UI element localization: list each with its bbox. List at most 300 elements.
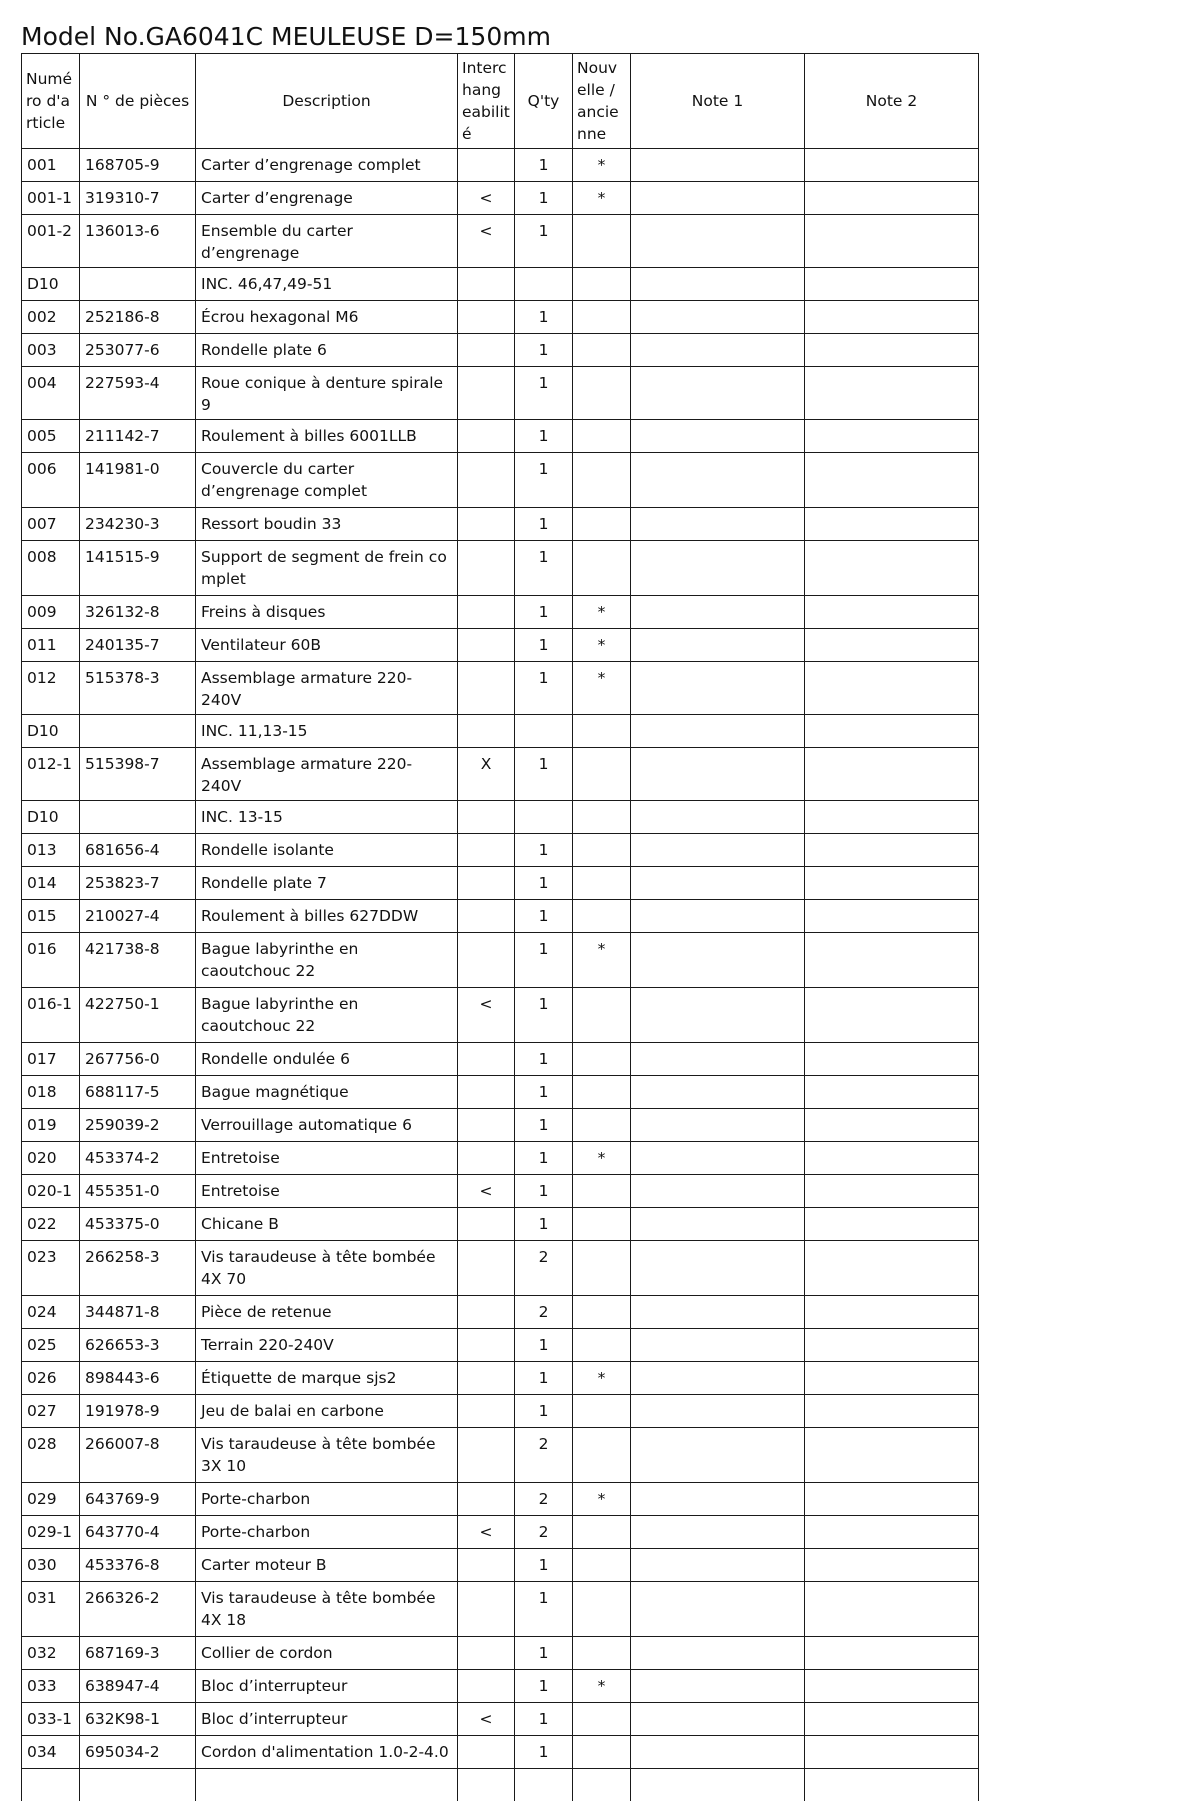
- cell-interchangeability: [458, 301, 515, 334]
- cell-new-old: [573, 1736, 631, 1769]
- cell-note-2: [805, 1296, 979, 1329]
- cell-note-2: [805, 748, 979, 801]
- cell-qty: 1: [515, 900, 573, 933]
- cell-item-no: 001: [22, 149, 80, 182]
- cell-description: Rondelle isolante: [196, 834, 458, 867]
- col-header-note-1: Note 1: [631, 54, 805, 149]
- cell-description: Bloc d’interrupteur: [196, 1670, 458, 1703]
- table-row: [22, 420, 979, 453]
- table-row: [22, 1142, 979, 1175]
- cell-note-2: [805, 334, 979, 367]
- table-row: [22, 268, 979, 301]
- cell-note-1: [631, 149, 805, 182]
- table-row: [22, 596, 979, 629]
- cell-note-1: [631, 662, 805, 715]
- cell-item-no: 022: [22, 1208, 80, 1241]
- cell-new-old: *: [573, 662, 631, 715]
- cell-qty: 2: [515, 1428, 573, 1483]
- cell-note-1: [631, 1395, 805, 1428]
- cell-interchangeability: [458, 1329, 515, 1362]
- cell-interchangeability: <: [458, 182, 515, 215]
- cell-qty: 1: [515, 1549, 573, 1582]
- cell-item-no: 014: [22, 867, 80, 900]
- cell-item-no: 005: [22, 420, 80, 453]
- cell-note-2: [805, 1582, 979, 1637]
- cell-part-no: 168705-9: [80, 149, 196, 182]
- cell-interchangeability: [458, 1670, 515, 1703]
- table-row: [22, 867, 979, 900]
- cell-qty: 1: [515, 1736, 573, 1769]
- cell-qty: 2: [515, 1483, 573, 1516]
- cell-interchangeability: [458, 596, 515, 629]
- col-header-part-no: N ° de pièces: [80, 54, 196, 149]
- cell-interchangeability: <: [458, 1516, 515, 1549]
- cell-part-no: 227593-4: [80, 367, 196, 420]
- cell-new-old: [573, 1175, 631, 1208]
- cell-part-no: 240135-7: [80, 629, 196, 662]
- col-header-item-no: Numé ro d'a rticle: [22, 54, 80, 149]
- table-row: [22, 1516, 979, 1549]
- cell-note-2: [805, 933, 979, 988]
- cell-note-2: [805, 1637, 979, 1670]
- cell-new-old: *: [573, 933, 631, 988]
- cell-note-2: [805, 1109, 979, 1142]
- table-row: [22, 1076, 979, 1109]
- cell-part-no: 421738-8: [80, 933, 196, 988]
- cell-note-1: [631, 988, 805, 1043]
- cell-interchangeability: [458, 1241, 515, 1296]
- table-row: [22, 801, 979, 834]
- table-row: [22, 215, 979, 268]
- cell-description: Chicane B: [196, 1208, 458, 1241]
- cell-interchangeability: [458, 1549, 515, 1582]
- table-row: [22, 1736, 979, 1769]
- cell-part-no: 453376-8: [80, 1549, 196, 1582]
- cell-note-2: [805, 662, 979, 715]
- cell-description: INC. 11,13-15: [196, 715, 458, 748]
- col-header-interchangeability: Interc hang eabilit é: [458, 54, 515, 149]
- table-row: [22, 1296, 979, 1329]
- cell-new-old: [573, 1637, 631, 1670]
- cell-description: Support de segment de frein co mplet: [196, 541, 458, 596]
- cell-item-no: 007: [22, 508, 80, 541]
- cell-part-no: 211142-7: [80, 420, 196, 453]
- cell-new-old: [573, 1703, 631, 1736]
- cell-part-no: 266007-8: [80, 1428, 196, 1483]
- cell-item-no: 024: [22, 1296, 80, 1329]
- table-row: [22, 453, 979, 508]
- cell-item-no: 029: [22, 1483, 80, 1516]
- cell-description: Rondelle plate 6: [196, 334, 458, 367]
- cell-new-old: *: [573, 149, 631, 182]
- cell-part-no: 266326-2: [80, 1582, 196, 1637]
- empty-cell: [458, 1769, 515, 1801]
- cell-new-old: [573, 301, 631, 334]
- empty-cell: [80, 1769, 196, 1801]
- cell-note-2: [805, 596, 979, 629]
- cell-part-no: 253077-6: [80, 334, 196, 367]
- cell-description: Rondelle ondulée 6: [196, 1043, 458, 1076]
- cell-note-1: [631, 933, 805, 988]
- cell-description: INC. 13-15: [196, 801, 458, 834]
- cell-new-old: [573, 1582, 631, 1637]
- cell-note-2: [805, 1076, 979, 1109]
- cell-qty: 1: [515, 1703, 573, 1736]
- cell-note-1: [631, 334, 805, 367]
- cell-note-2: [805, 988, 979, 1043]
- cell-description: Assemblage armature 220-240V: [196, 748, 458, 801]
- cell-note-1: [631, 596, 805, 629]
- cell-description: Assemblage armature 220-240V: [196, 662, 458, 715]
- cell-item-no: 018: [22, 1076, 80, 1109]
- cell-item-no: 025: [22, 1329, 80, 1362]
- cell-description: Carter moteur B: [196, 1549, 458, 1582]
- cell-qty: 1: [515, 541, 573, 596]
- table-row: [22, 1395, 979, 1428]
- cell-qty: 1: [515, 301, 573, 334]
- cell-qty: 1: [515, 334, 573, 367]
- cell-part-no: 141981-0: [80, 453, 196, 508]
- cell-interchangeability: [458, 662, 515, 715]
- cell-note-2: [805, 1362, 979, 1395]
- cell-new-old: [573, 268, 631, 301]
- cell-note-2: [805, 1395, 979, 1428]
- cell-item-no: 013: [22, 834, 80, 867]
- cell-new-old: [573, 1208, 631, 1241]
- empty-cell: [573, 1769, 631, 1801]
- cell-interchangeability: [458, 541, 515, 596]
- cell-note-2: [805, 301, 979, 334]
- cell-note-1: [631, 1241, 805, 1296]
- cell-qty: [515, 801, 573, 834]
- cell-note-1: [631, 1296, 805, 1329]
- cell-note-2: [805, 1208, 979, 1241]
- cell-note-2: [805, 1142, 979, 1175]
- cell-item-no: 008: [22, 541, 80, 596]
- cell-part-no: 688117-5: [80, 1076, 196, 1109]
- cell-description: Pièce de retenue: [196, 1296, 458, 1329]
- cell-qty: 1: [515, 367, 573, 420]
- cell-new-old: [573, 1076, 631, 1109]
- cell-part-no: 319310-7: [80, 182, 196, 215]
- cell-note-1: [631, 1736, 805, 1769]
- cell-note-1: [631, 420, 805, 453]
- cell-interchangeability: [458, 334, 515, 367]
- cell-description: Roulement à billes 6001LLB: [196, 420, 458, 453]
- cell-qty: 1: [515, 1329, 573, 1362]
- cell-part-no: 267756-0: [80, 1043, 196, 1076]
- cell-qty: 1: [515, 1582, 573, 1637]
- col-header-qty: Q'ty: [515, 54, 573, 149]
- cell-item-no: 023: [22, 1241, 80, 1296]
- cell-interchangeability: [458, 1043, 515, 1076]
- cell-note-1: [631, 867, 805, 900]
- cell-note-1: [631, 629, 805, 662]
- cell-description: Ventilateur 60B: [196, 629, 458, 662]
- cell-note-1: [631, 1076, 805, 1109]
- cell-part-no: 259039-2: [80, 1109, 196, 1142]
- cell-note-1: [631, 1703, 805, 1736]
- cell-qty: 1: [515, 629, 573, 662]
- cell-new-old: *: [573, 1142, 631, 1175]
- cell-new-old: [573, 1296, 631, 1329]
- cell-description: Entretoise: [196, 1142, 458, 1175]
- cell-interchangeability: X: [458, 748, 515, 801]
- table-row: [22, 1483, 979, 1516]
- cell-note-1: [631, 1516, 805, 1549]
- table-row: [22, 834, 979, 867]
- cell-note-1: [631, 1329, 805, 1362]
- cell-part-no: 234230-3: [80, 508, 196, 541]
- cell-description: Ressort boudin 33: [196, 508, 458, 541]
- cell-interchangeability: [458, 508, 515, 541]
- cell-part-no: 695034-2: [80, 1736, 196, 1769]
- cell-new-old: [573, 900, 631, 933]
- cell-qty: 1: [515, 149, 573, 182]
- table-row: [22, 933, 979, 988]
- cell-part-no: 681656-4: [80, 834, 196, 867]
- table-row: [22, 149, 979, 182]
- cell-note-2: [805, 867, 979, 900]
- cell-note-2: [805, 900, 979, 933]
- cell-note-1: [631, 508, 805, 541]
- cell-item-no: 029-1: [22, 1516, 80, 1549]
- cell-qty: 1: [515, 1395, 573, 1428]
- cell-new-old: [573, 988, 631, 1043]
- cell-note-1: [631, 215, 805, 268]
- cell-qty: 1: [515, 1076, 573, 1109]
- cell-note-1: [631, 1549, 805, 1582]
- cell-note-2: [805, 1516, 979, 1549]
- cell-qty: 1: [515, 988, 573, 1043]
- cell-interchangeability: [458, 1076, 515, 1109]
- cell-note-2: [805, 1175, 979, 1208]
- cell-description: Cordon d'alimentation 1.0-2-4.0: [196, 1736, 458, 1769]
- cell-item-no: D10: [22, 801, 80, 834]
- parts-table-body: [22, 149, 979, 1801]
- cell-note-1: [631, 1043, 805, 1076]
- cell-note-2: [805, 268, 979, 301]
- table-row: [22, 1043, 979, 1076]
- cell-note-2: [805, 1736, 979, 1769]
- cell-qty: [515, 268, 573, 301]
- cell-item-no: 012-1: [22, 748, 80, 801]
- cell-new-old: [573, 834, 631, 867]
- table-row: [22, 715, 979, 748]
- cell-new-old: [573, 541, 631, 596]
- cell-interchangeability: <: [458, 215, 515, 268]
- cell-note-2: [805, 1483, 979, 1516]
- cell-note-2: [805, 367, 979, 420]
- cell-interchangeability: [458, 268, 515, 301]
- table-row: [22, 1109, 979, 1142]
- cell-qty: 1: [515, 662, 573, 715]
- cell-qty: 1: [515, 1175, 573, 1208]
- table-row: [22, 1208, 979, 1241]
- table-header-row: [22, 54, 979, 149]
- table-row-empty: [22, 1769, 979, 1801]
- cell-description: Porte-charbon: [196, 1516, 458, 1549]
- cell-part-no: 898443-6: [80, 1362, 196, 1395]
- cell-interchangeability: [458, 900, 515, 933]
- cell-interchangeability: [458, 867, 515, 900]
- cell-description: Jeu de balai en carbone: [196, 1395, 458, 1428]
- cell-description: Collier de cordon: [196, 1637, 458, 1670]
- cell-note-2: [805, 541, 979, 596]
- cell-note-1: [631, 1362, 805, 1395]
- cell-new-old: [573, 1428, 631, 1483]
- table-row: [22, 334, 979, 367]
- cell-note-1: [631, 1428, 805, 1483]
- cell-part-no: 632K98-1: [80, 1703, 196, 1736]
- cell-qty: 1: [515, 867, 573, 900]
- cell-interchangeability: <: [458, 1175, 515, 1208]
- cell-part-no: 266258-3: [80, 1241, 196, 1296]
- cell-note-1: [631, 453, 805, 508]
- cell-interchangeability: [458, 1208, 515, 1241]
- cell-note-1: [631, 541, 805, 596]
- cell-new-old: [573, 215, 631, 268]
- cell-note-2: [805, 508, 979, 541]
- cell-note-1: [631, 748, 805, 801]
- table-row: [22, 1582, 979, 1637]
- cell-interchangeability: [458, 1362, 515, 1395]
- cell-interchangeability: [458, 1483, 515, 1516]
- cell-part-no: 626653-3: [80, 1329, 196, 1362]
- cell-qty: 1: [515, 1670, 573, 1703]
- cell-item-no: 001-1: [22, 182, 80, 215]
- cell-qty: 1: [515, 596, 573, 629]
- cell-qty: 2: [515, 1296, 573, 1329]
- cell-interchangeability: [458, 933, 515, 988]
- cell-interchangeability: [458, 1395, 515, 1428]
- cell-interchangeability: [458, 1428, 515, 1483]
- cell-new-old: [573, 1395, 631, 1428]
- cell-description: INC. 46,47,49-51: [196, 268, 458, 301]
- cell-note-2: [805, 1428, 979, 1483]
- cell-interchangeability: [458, 1142, 515, 1175]
- table-row: [22, 1241, 979, 1296]
- table-row: [22, 1670, 979, 1703]
- col-header-new-old: Nouv elle / ancie nne: [573, 54, 631, 149]
- cell-description: Entretoise: [196, 1175, 458, 1208]
- cell-note-2: [805, 1703, 979, 1736]
- cell-item-no: 033: [22, 1670, 80, 1703]
- cell-interchangeability: [458, 715, 515, 748]
- cell-new-old: [573, 1516, 631, 1549]
- cell-item-no: 012: [22, 662, 80, 715]
- cell-description: Bloc d’interrupteur: [196, 1703, 458, 1736]
- cell-qty: 1: [515, 1142, 573, 1175]
- cell-part-no: [80, 268, 196, 301]
- cell-qty: 1: [515, 748, 573, 801]
- cell-qty: 1: [515, 1362, 573, 1395]
- cell-interchangeability: [458, 834, 515, 867]
- cell-new-old: [573, 367, 631, 420]
- cell-note-1: [631, 1175, 805, 1208]
- cell-new-old: [573, 867, 631, 900]
- cell-new-old: *: [573, 1362, 631, 1395]
- cell-new-old: *: [573, 1483, 631, 1516]
- cell-qty: 1: [515, 420, 573, 453]
- cell-new-old: [573, 748, 631, 801]
- cell-qty: 1: [515, 508, 573, 541]
- cell-note-1: [631, 1670, 805, 1703]
- cell-qty: 1: [515, 933, 573, 988]
- table-row: [22, 662, 979, 715]
- cell-item-no: 017: [22, 1043, 80, 1076]
- cell-new-old: *: [573, 596, 631, 629]
- cell-description: Verrouillage automatique 6: [196, 1109, 458, 1142]
- cell-new-old: [573, 1043, 631, 1076]
- cell-interchangeability: <: [458, 1703, 515, 1736]
- cell-new-old: [573, 1241, 631, 1296]
- cell-part-no: 453374-2: [80, 1142, 196, 1175]
- page-title: Model No.GA6041C MEULEUSE D=150mm: [21, 20, 551, 54]
- cell-item-no: 020-1: [22, 1175, 80, 1208]
- cell-item-no: 016: [22, 933, 80, 988]
- cell-item-no: D10: [22, 715, 80, 748]
- cell-description: Rondelle plate 7: [196, 867, 458, 900]
- cell-note-1: [631, 1109, 805, 1142]
- cell-new-old: [573, 420, 631, 453]
- cell-item-no: 006: [22, 453, 80, 508]
- empty-cell: [515, 1769, 573, 1801]
- empty-cell: [22, 1769, 80, 1801]
- parts-table: [21, 53, 979, 1801]
- cell-interchangeability: [458, 420, 515, 453]
- cell-qty: 1: [515, 834, 573, 867]
- table-row: [22, 748, 979, 801]
- cell-new-old: [573, 453, 631, 508]
- cell-new-old: [573, 801, 631, 834]
- cell-description: Vis taraudeuse à tête bombée 4X 70: [196, 1241, 458, 1296]
- cell-item-no: 033-1: [22, 1703, 80, 1736]
- cell-interchangeability: [458, 453, 515, 508]
- cell-item-no: 002: [22, 301, 80, 334]
- table-row: [22, 1362, 979, 1395]
- cell-note-2: [805, 715, 979, 748]
- col-header-description: Description: [196, 54, 458, 149]
- cell-item-no: 003: [22, 334, 80, 367]
- table-row: [22, 1549, 979, 1582]
- cell-qty: 1: [515, 453, 573, 508]
- cell-note-1: [631, 715, 805, 748]
- table-row: [22, 988, 979, 1043]
- cell-interchangeability: [458, 1637, 515, 1670]
- cell-item-no: 027: [22, 1395, 80, 1428]
- cell-note-1: [631, 1208, 805, 1241]
- cell-part-no: 643769-9: [80, 1483, 196, 1516]
- empty-cell: [196, 1769, 458, 1801]
- cell-interchangeability: [458, 149, 515, 182]
- table-row: [22, 182, 979, 215]
- table-row: [22, 367, 979, 420]
- cell-qty: 2: [515, 1516, 573, 1549]
- cell-note-2: [805, 453, 979, 508]
- cell-part-no: 422750-1: [80, 988, 196, 1043]
- cell-part-no: 515378-3: [80, 662, 196, 715]
- cell-item-no: 026: [22, 1362, 80, 1395]
- cell-qty: 1: [515, 1637, 573, 1670]
- cell-interchangeability: [458, 1109, 515, 1142]
- cell-description: Ensemble du carter d’engrenage: [196, 215, 458, 268]
- empty-cell: [631, 1769, 805, 1801]
- cell-note-1: [631, 900, 805, 933]
- cell-item-no: 034: [22, 1736, 80, 1769]
- cell-item-no: 016-1: [22, 988, 80, 1043]
- cell-new-old: [573, 1549, 631, 1582]
